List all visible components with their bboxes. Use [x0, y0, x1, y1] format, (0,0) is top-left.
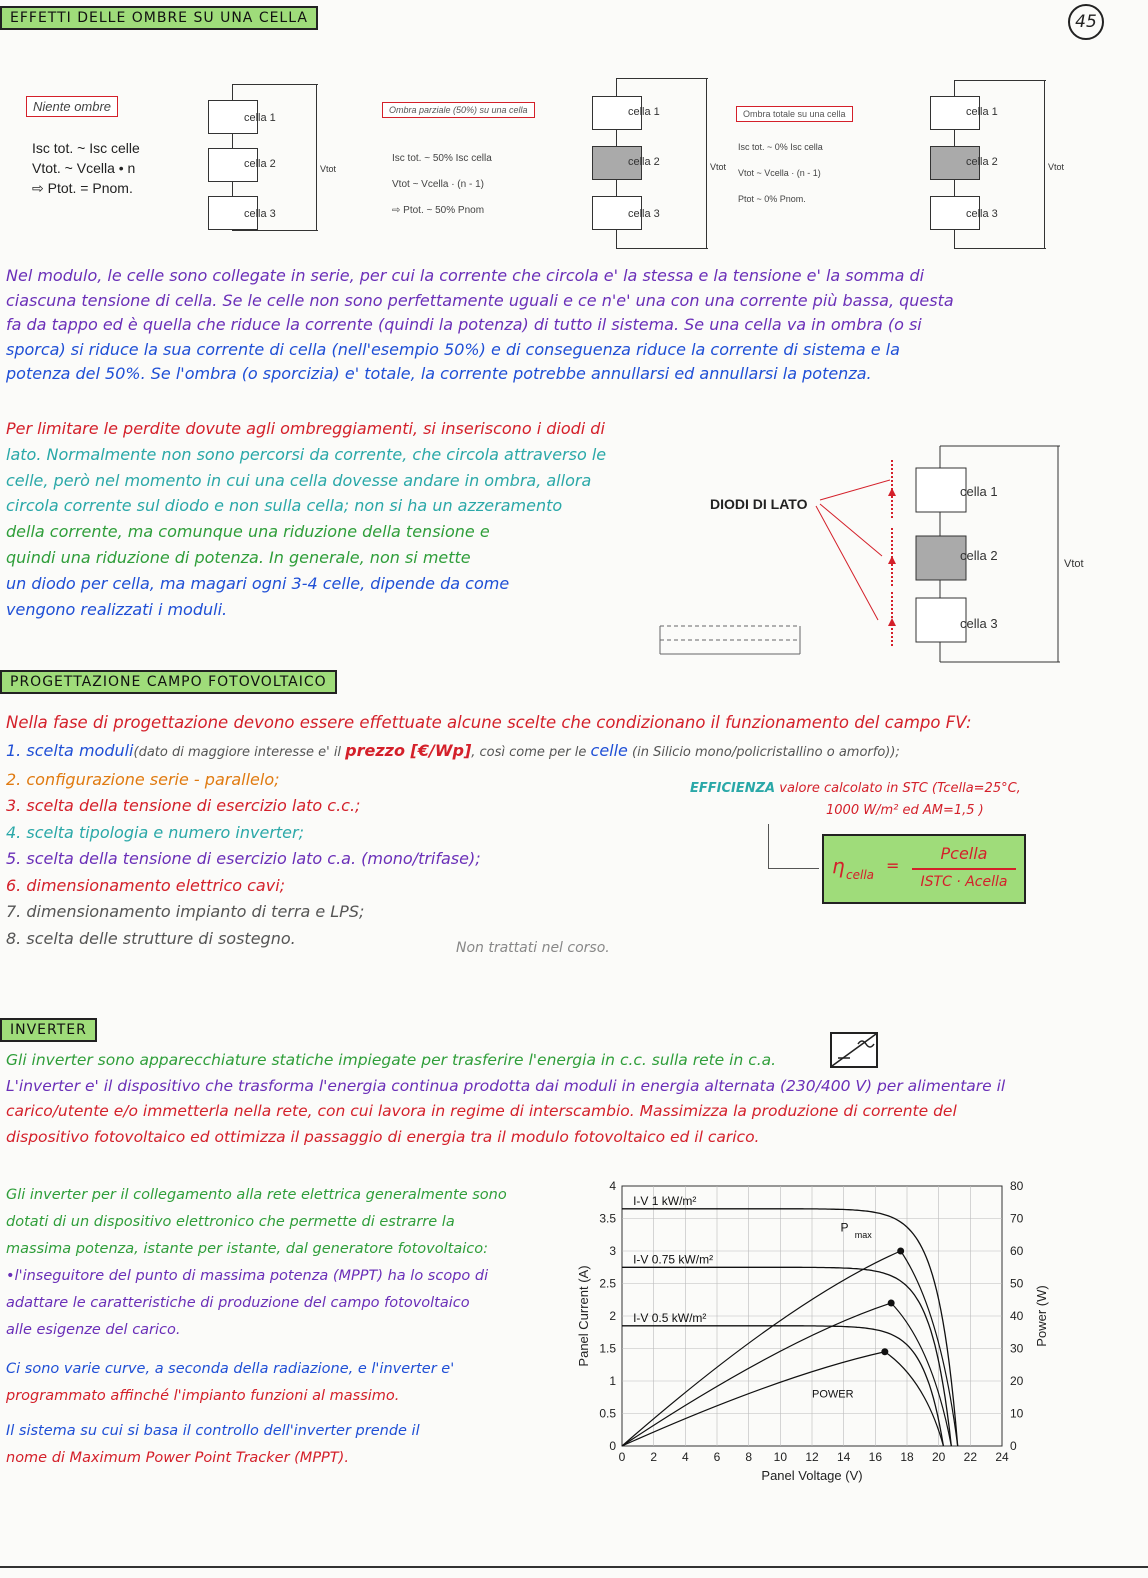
x-tick-label: 10: [773, 1450, 788, 1464]
section-title-inverter: INVERTER: [0, 1018, 97, 1042]
y2-tick-label: 20: [1010, 1374, 1024, 1388]
niente-ombre-label: Niente ombre: [26, 96, 118, 117]
non-trattati-note: Non trattati nel corso.: [456, 940, 610, 956]
y2-tick-label: 0: [1010, 1439, 1017, 1453]
y2-axis-label: Power (W): [1034, 1285, 1049, 1347]
progettazione-list: 1. scelta moduli(dato di maggiore interesse e' il prezzo [€/Wp], così come per le celle (in Silicio mono/policristallino o amorfo)); 2. configurazione serie - parallelo; 3. scelta della tensione di esercizio lato c.c.; 4. scelta tipologia e numero inverter; 5. scelta della tensione di esercizio lato c.a. (mono/trifase); 6. dimensionamento elettrico cavi; 7. dimensionamento impianto di terra e LPS; 8. scelta delle strutture di sostegno.: [6, 741, 900, 948]
diodi-cella-2: cella 2: [960, 548, 998, 563]
ombra-parziale-label: Ombra parziale (50%) su una cella: [382, 102, 535, 118]
efficienza-connector: [768, 824, 819, 869]
iv-curve-0: [622, 1209, 958, 1446]
paragraph-serie: Nel modulo, le celle sono collegate in serie, per cui la corrente che circola e' la stessa e la tensione e' la somma di ciascuna tensione di cella. Se le celle non sono perfettamente uguali e ce n'e' una con una corrente più bassa, questa fa da tappo ed è quella che riduce la corrente (quindi la potenza) di tutto il sistema. Se una cella va in ombra (o si sporca) si riduce la sua corrente di cella (nell'esempio 50%) e di conseguenza riduce la corrente di sistema e la potenza del 50%. Se l'ombra (o sporcizia) e' totale, la corrente potrebbe annullarsi ed annullarsi la potenza.: [6, 266, 954, 383]
y-axis-label: Panel Current (A): [576, 1265, 591, 1367]
y2-tick-label: 80: [1010, 1179, 1024, 1193]
pmax-point-2: [881, 1348, 888, 1355]
section-title-progettazione: PROGETTAZIONE CAMPO FOTOVOLTAICO: [0, 670, 337, 694]
y-tick-label: 2: [609, 1309, 616, 1323]
y2-tick-label: 30: [1010, 1341, 1024, 1356]
iv-curve-1: [622, 1267, 951, 1446]
y-tick-label: 1.5: [599, 1341, 616, 1356]
diodi-cella-3: cella 3: [960, 616, 998, 631]
bottom-border: [0, 1566, 1148, 1568]
x-tick-label: 22: [963, 1450, 978, 1464]
y2-tick-label: 70: [1010, 1211, 1024, 1226]
iv-curve-2: [622, 1326, 943, 1446]
x-tick-label: 24: [995, 1450, 1009, 1464]
efficienza-note: EFFICIENZA valore calcolato in STC (Tcella=25°C, 1000 W/m² ed AM=1,5 ): [690, 781, 1021, 818]
y-tick-label: 2.5: [599, 1276, 616, 1291]
x-tick-label: 4: [681, 1450, 689, 1464]
ombra-totale-label: Ombra totale su una cella: [736, 106, 853, 122]
y2-tick-label: 60: [1010, 1244, 1024, 1258]
pmax-annotation: P: [840, 1220, 849, 1235]
iv-series-label-0: I-V 1 kW/m²: [633, 1193, 697, 1208]
diodi-di-lato-label: DIODI DI LATO: [710, 496, 808, 512]
paragraph-diodi: Per limitare le perdite dovute agli ombreggiamenti, si inseriscono i diodi di lato. Normalmente non sono percorsi da corrente, che circola attraverso le celle, però nel momento in cui una cella dovesse andare in ombra, allora circola corrente sul diodo e non sulla cella; non si ha un azzeramento della corrente, ma comunque una riduzione della tensione e quindi una riduzione di potenza. In generale, non si mette un diodo per cella, ma magari ogni 3-4 celle, dipende da come vengono realizzati i moduli.: [6, 419, 607, 619]
y-tick-label: 3: [609, 1244, 616, 1258]
power-annotation: POWER: [812, 1388, 854, 1401]
pmax-annotation-sub: max: [854, 1230, 872, 1240]
y2-tick-label: 40: [1010, 1309, 1024, 1323]
diagram1-equations: Isc tot. ~ Isc celle Vtot. ~ Vcella • n ⇨ Ptot. = Pnom.: [32, 140, 140, 196]
pmax-point-0: [897, 1248, 904, 1255]
section-title-ombre: EFFETTI DELLE OMBRE SU UNA CELLA: [0, 6, 318, 30]
y2-tick-label: 10: [1010, 1406, 1024, 1421]
progettazione-intro: Nella fase di progettazione devono essere effettuate alcune scelte che condizionano il funzionamento del campo FV:: [6, 713, 972, 732]
x-tick-label: 2: [650, 1450, 658, 1464]
x-tick-label: 14: [836, 1450, 851, 1464]
diodi-di-lato-diagram: [640, 436, 1080, 668]
iv-series-label-1: I-V 0.75 kW/m²: [633, 1252, 714, 1267]
efficienza-formula: η cella = Pcella ISTC · Acella: [822, 834, 1026, 904]
iv-pv-chart: [560, 1172, 1060, 1522]
diagram3-equations: Isc tot. ~ 0% Isc cella Vtot ~ Vcella · (n - 1) Ptot ~ 0% Pnom.: [738, 142, 823, 204]
x-tick-label: 6: [713, 1450, 721, 1464]
inverter-intro: Gli inverter sono apparecchiature statiche impiegate per trasferire l'energia in c.c. sulla rete in c.a. L'inverter e' il dispositivo che trasforma l'energia continua prodotta dai moduli in energia alternata (230/400 V) per alimentare il carico/utente e/o immetterla nella rete, con cui lavora in regime di interscambio. Massimizza la produzione di corrente del dispositivo fotovoltaico ed ottimizza il passaggio di energia tra il modulo fotovoltaico ed il carico.: [6, 1051, 1006, 1146]
y-tick-label: 1: [609, 1374, 616, 1388]
x-axis-label: Panel Voltage (V): [761, 1468, 863, 1483]
pmax-point-1: [888, 1300, 895, 1307]
y-tick-label: 0: [609, 1439, 616, 1453]
diodi-cella-1: cella 1: [960, 484, 998, 499]
inverter-symbol-icon: [830, 1032, 878, 1068]
x-tick-label: 18: [900, 1450, 914, 1464]
y2-tick-label: 50: [1010, 1276, 1024, 1291]
y-tick-label: 0.5: [599, 1406, 616, 1421]
x-tick-label: 16: [868, 1450, 883, 1464]
inverter-paragraphs: Gli inverter per il collegamento alla rete elettrica generalmente sono dotati di un dispositivo elettronico che permette di estrarre la massima potenza, istante per istante, dal generatore fotovoltaico: •l'inseguitore del punto di massima potenza (MPPT) ha lo scopo di adattare le caratteristiche di produzione del campo fotovoltaico alle esigenze del carico. Ci sono varie curve, a seconda della radiazione, e l'inverter e' programmato affinché l'impianto funzioni al massimo. Il sistema su cui si basa il controllo dell'inverter prende il nome di Maximum Power Point Tracker (MPPT).: [6, 1187, 507, 1466]
diodi-vtot: Vtot: [1064, 558, 1084, 570]
diagram2-equations: Isc tot. ~ 50% Isc cella Vtot ~ Vcella · (n - 1) ⇨ Ptot. ~ 50% Pnom: [392, 153, 492, 216]
y-tick-label: 3.5: [599, 1211, 616, 1226]
page-number: 45: [1068, 4, 1104, 40]
x-tick-label: 0: [618, 1450, 626, 1464]
x-tick-label: 20: [931, 1450, 946, 1464]
x-tick-label: 12: [805, 1450, 819, 1464]
power-curve-2: [622, 1352, 943, 1446]
iv-series-label-2: I-V 0.5 kW/m²: [633, 1310, 707, 1325]
x-tick-label: 8: [745, 1450, 753, 1464]
y-tick-label: 4: [609, 1179, 616, 1193]
